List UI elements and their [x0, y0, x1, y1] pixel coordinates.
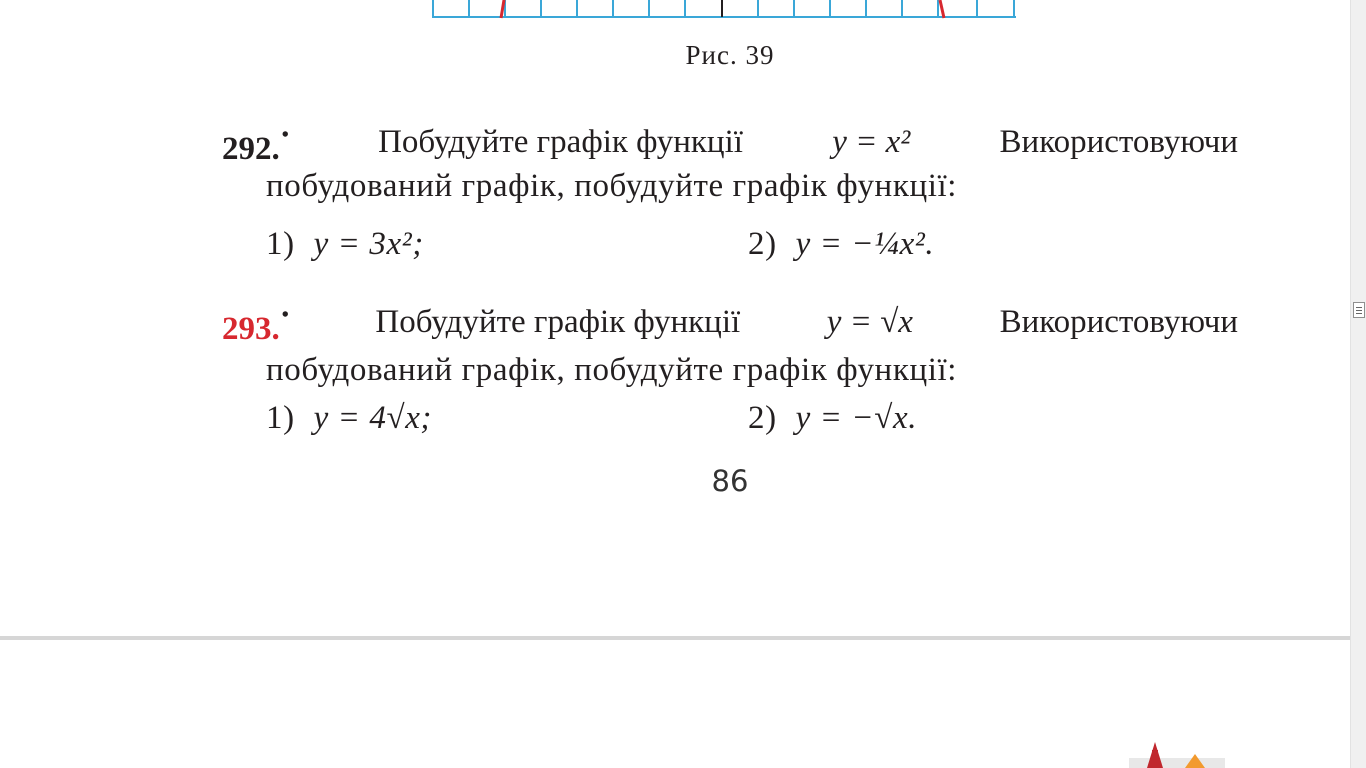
- problem-292-function: y = x²: [832, 124, 911, 160]
- problem-292-marker: •: [281, 124, 289, 146]
- problem-293-number: 293.: [222, 311, 280, 347]
- problem-292-item-1-label: 1): [266, 226, 295, 262]
- problem-293-item-1: [266, 400, 432, 437]
- problem-292-number-group: [222, 124, 289, 168]
- problem-293-marker: •: [281, 304, 289, 326]
- problem-292-item-2-expr: y = −¼x².: [795, 226, 935, 262]
- problem-292-line-2: побудований графік, побудуйте графік функції:: [266, 168, 958, 204]
- curve-right: [940, 0, 944, 18]
- problem-292-number: 292.: [222, 131, 280, 167]
- problem-292-continuation: Використовуючи: [999, 124, 1238, 160]
- publisher-logo-icon: [1125, 736, 1235, 768]
- problem-293-item-2-expr: y = −√x.: [795, 400, 918, 436]
- problem-293-item-1-label: 1): [266, 400, 295, 436]
- problem-293-number-group: [222, 304, 289, 348]
- problem-292-item-2-label: 2): [748, 226, 777, 262]
- problem-293-line-2: побудований графік, побудуйте графік функції:: [266, 352, 958, 388]
- problem-293-item-2-label: 2): [748, 400, 777, 436]
- problem-292-lead: Побудуйте графік функції: [378, 124, 743, 160]
- problem-292-line-1: [222, 124, 1238, 168]
- figure-caption: [0, 40, 1366, 71]
- problem-293-function: y = √x: [826, 304, 913, 340]
- figure-caption-text: Рис. 39: [685, 40, 775, 70]
- problem-293-item-1-expr: y = 4√x;: [313, 400, 433, 436]
- figure-39-graph-fragment: [432, 0, 1018, 20]
- scrollbar-thumb[interactable]: [1353, 302, 1365, 318]
- vertical-scrollbar[interactable]: [1350, 0, 1366, 768]
- problem-293-item-2: [748, 400, 917, 437]
- problem-293-line-1: [222, 304, 1238, 348]
- problem-293-lead: Побудуйте графік функції: [375, 304, 741, 340]
- page-number: 86: [711, 464, 749, 498]
- problem-292-item-1: [266, 226, 424, 263]
- curve-left: [501, 0, 504, 18]
- grid-lines: [432, 0, 1016, 17]
- problem-292-item-2: [748, 226, 934, 263]
- problem-292-item-1-expr: y = 3x²;: [313, 226, 424, 262]
- problem-293-continuation: Використовуючи: [999, 304, 1238, 340]
